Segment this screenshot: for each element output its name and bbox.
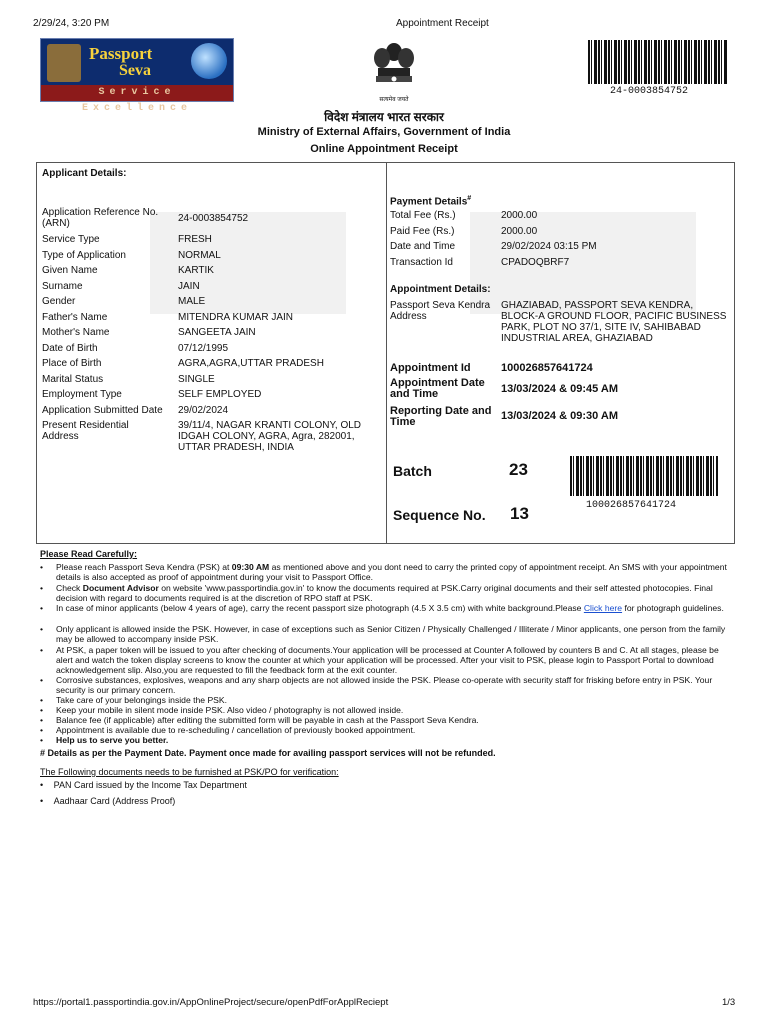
notes-heading: Please Read Carefully: <box>40 549 138 559</box>
note-text: Balance fee (if applicable) after editing the submitted form will be payable in cash at the Passport Seva Kendra. <box>56 715 479 725</box>
value-dob: 07/12/1995 <box>178 343 229 354</box>
note-text-bold: Help us to serve you better. <box>56 735 169 745</box>
value-transaction-id: CPADOQBRF7 <box>501 257 570 268</box>
label-application-type: Type of Application <box>42 250 126 261</box>
documents-heading: The Following documents needs to be furnished at PSK/PO for verification: <box>40 767 339 777</box>
note-text: Take care of your belongings inside the PSK. <box>56 695 228 705</box>
bullet-icon: • <box>40 705 44 715</box>
payment-heading-mark: # <box>467 195 472 202</box>
note-text-part: as mentioned above and you dont need to carry the printed copy of appointment receipt. An SMS with your appointment details is also accepted as proof of appointment during your visit to Passport Office. <box>56 562 727 582</box>
note-text-part: for photograph guidelines. <box>622 603 724 613</box>
value-total-fee: 2000.00 <box>501 210 538 221</box>
value-application-type: NORMAL <box>178 250 221 261</box>
label-arn: Application Reference No. (ARN) <box>42 207 159 229</box>
value-submitted-date: 29/02/2024 <box>178 405 229 416</box>
note-text-part: In case of minor applicants (below 4 years of age), carry the recent passport size photograph (4.5 X 3.5 cm) with white background.Please <box>56 603 584 613</box>
passport-seva-logo <box>40 38 234 114</box>
value-father-name: MITENDRA KUMAR JAIN <box>178 312 294 323</box>
page-url[interactable]: https://portal1.passportindia.gov.in/AppOnlineProject/secure/openPdfForApplReciept <box>33 997 389 1008</box>
note-text: Keep your mobile in silent mode inside PSK. Also video / photography is not allowed inside. <box>56 705 404 715</box>
document-item <box>40 780 247 790</box>
emblem-caption: सत्यमेव जयते <box>379 97 409 103</box>
logo-line1: Passport <box>89 44 153 63</box>
value-employment-type: SELF EMPLOYED <box>178 389 262 400</box>
payment-heading-text: Payment Details <box>390 196 468 208</box>
value-sequence: 13 <box>510 504 529 523</box>
note-text-bold: 09:30 AM <box>231 562 270 572</box>
value-appointment-datetime: 13/03/2024 & 09:45 AM <box>501 383 618 395</box>
label-psk-address: Passport Seva Kendra Address <box>390 300 491 322</box>
label-sequence: Sequence No. <box>393 507 486 523</box>
bullet-icon: • <box>40 675 44 685</box>
label-reporting-datetime: Reporting Date and Time <box>390 405 492 428</box>
label-place-of-birth: Place of Birth <box>42 358 102 369</box>
label-father-name: Father's Name <box>42 312 108 323</box>
globe-icon <box>191 43 227 79</box>
value-appointment-id: 100026857641724 <box>501 362 593 374</box>
label-submitted-date: Application Submitted Date <box>42 405 163 416</box>
label-transaction-id: Transaction Id <box>390 257 453 268</box>
note-text: At PSK, a paper token will be issued to you after checking of documents.Your application will be processed at Counter A followed by counters B and C. At all stages, please be alert and watch the token display screens to know the counter at which your application will be processed. After your visit to PSK, please login to Passport Portal to download acknowledgement slip. Also,you are requested to fill the feedback form at the exit counter. <box>56 645 719 675</box>
label-given-name: Given Name <box>42 265 98 276</box>
refund-note: # Details as per the Payment Date. Payment once made for availing passport services will not be refunded. <box>40 748 496 758</box>
value-place-of-birth: AGRA,AGRA,UTTAR PRADESH <box>178 358 324 369</box>
document-item <box>40 796 175 806</box>
label-surname: Surname <box>42 281 83 292</box>
note-text <box>56 603 730 613</box>
label-service-type: Service Type <box>42 234 100 245</box>
photo-guidelines-link[interactable]: Click here <box>583 603 623 613</box>
notes-list <box>40 562 730 744</box>
label-dob: Date of Birth <box>42 343 98 354</box>
logo-line2: Seva <box>119 62 151 79</box>
bullet-icon: • <box>40 562 44 572</box>
label-marital-status: Marital Status <box>42 374 104 385</box>
value-surname: JAIN <box>178 281 200 292</box>
appointment-barcode <box>570 456 718 496</box>
label-appointment-datetime: Appointment Date and Time <box>390 377 485 400</box>
document-text: PAN Card issued by the Income Tax Department <box>53 780 247 790</box>
value-service-type: FRESH <box>178 234 212 245</box>
document-title: Appointment Receipt <box>396 18 489 29</box>
value-batch: 23 <box>509 460 528 479</box>
value-marital-status: SINGLE <box>178 374 215 385</box>
label-mother-name: Mother's Name <box>42 327 110 338</box>
note-text <box>56 562 730 582</box>
value-arn: 24-0003854752 <box>178 213 249 224</box>
print-datetime: 2/29/24, 3:20 PM <box>33 18 110 29</box>
column-divider <box>386 162 387 543</box>
value-address: 39/11/4, NAGAR KRANTI COLONY, OLD IDGAH COLONY, AGRA, Agra, 282001, UTTAR PRADESH, INDIA <box>178 420 362 453</box>
bullet-icon: • <box>40 725 44 735</box>
value-gender: MALE <box>178 296 206 307</box>
hindi-title: विदेश मंत्रालय भारत सरकार <box>324 110 444 124</box>
value-psk-address: GHAZIABAD, PASSPORT SEVA KENDRA, BLOCK-A GROUND FLOOR, PACIFIC BUSINESS PARK, PLOT NO 37/1, SITE IV, SAHIBABAD INDUSTRIAL AREA, GHAZIABAD <box>501 300 727 344</box>
label-gender: Gender <box>42 296 76 307</box>
bullet-icon: • <box>40 624 44 634</box>
ashoka-emblem-icon <box>47 44 81 82</box>
label-paid-fee: Paid Fee (Rs.) <box>390 226 455 237</box>
value-reporting-datetime: 13/03/2024 & 09:30 AM <box>501 410 618 422</box>
label-employment-type: Employment Type <box>42 389 122 400</box>
bullet-icon: • <box>40 583 44 593</box>
note-text-part: Check <box>56 583 83 593</box>
note-text <box>56 583 730 603</box>
appointment-barcode-text: 100026857641724 <box>586 500 677 511</box>
bullet-icon: • <box>40 695 44 705</box>
arn-barcode-text: 24-0003854752 <box>610 86 689 97</box>
document-text: Aadhaar Card (Address Proof) <box>53 796 176 806</box>
label-total-fee: Total Fee (Rs.) <box>390 210 456 221</box>
note-text: Corrosive substances, explosives, weapons and any sharp objects are not allowed inside the PSK. Please co-operate with security staff for frisking before entry in PSK. Your security is our primary concern. <box>56 675 713 695</box>
bullet-icon: • <box>40 735 44 745</box>
label-payment-datetime: Date and Time <box>390 241 456 252</box>
payment-heading <box>390 195 471 207</box>
bullet-icon: • <box>40 715 44 725</box>
label-address: Present Residential Address <box>42 420 129 442</box>
label-batch: Batch <box>393 463 432 479</box>
page-number: 1/3 <box>722 997 736 1008</box>
label-appointment-id: Appointment Id <box>390 362 471 374</box>
arn-barcode <box>588 40 728 84</box>
value-given-name: KARTIK <box>178 265 214 276</box>
note-text: Only applicant is allowed inside the PSK. However, in case of exceptions such as Senior Citizen / Physically Challenged / Illiterate / Minor applicants, one person from the family may be allowed to accompany inside PSK. <box>56 624 726 644</box>
bullet-icon: • <box>40 796 44 806</box>
receipt-title: Online Appointment Receipt <box>310 143 458 155</box>
note-text: Appointment is available due to re-scheduling / cancellation of previously booked appointment. <box>56 725 416 735</box>
value-mother-name: SANGEETA JAIN <box>178 327 256 338</box>
ministry-title: Ministry of External Affairs, Government of India <box>257 126 511 138</box>
note-text-part: on website 'www.passportindia.gov.in' to know the documents required at PSK.Carry original documents and their self attested photocopies. Final decision with regard to documents required is at the discretion of RPO staff at PSK. <box>56 583 713 603</box>
applicant-heading: Applicant Details: <box>42 168 127 179</box>
logo-tagline: Service Excellence <box>41 85 233 101</box>
value-paid-fee: 2000.00 <box>501 226 538 237</box>
bullet-icon: • <box>40 780 44 790</box>
note-text-bold: Document Advisor <box>82 583 159 593</box>
note-text-part: Please reach Passport Seva Kendra (PSK) at <box>56 562 232 572</box>
bullet-icon: • <box>40 603 44 613</box>
value-payment-datetime: 29/02/2024 03:15 PM <box>501 241 597 252</box>
appointment-heading: Appointment Details: <box>390 284 491 295</box>
bullet-icon: • <box>40 645 44 655</box>
